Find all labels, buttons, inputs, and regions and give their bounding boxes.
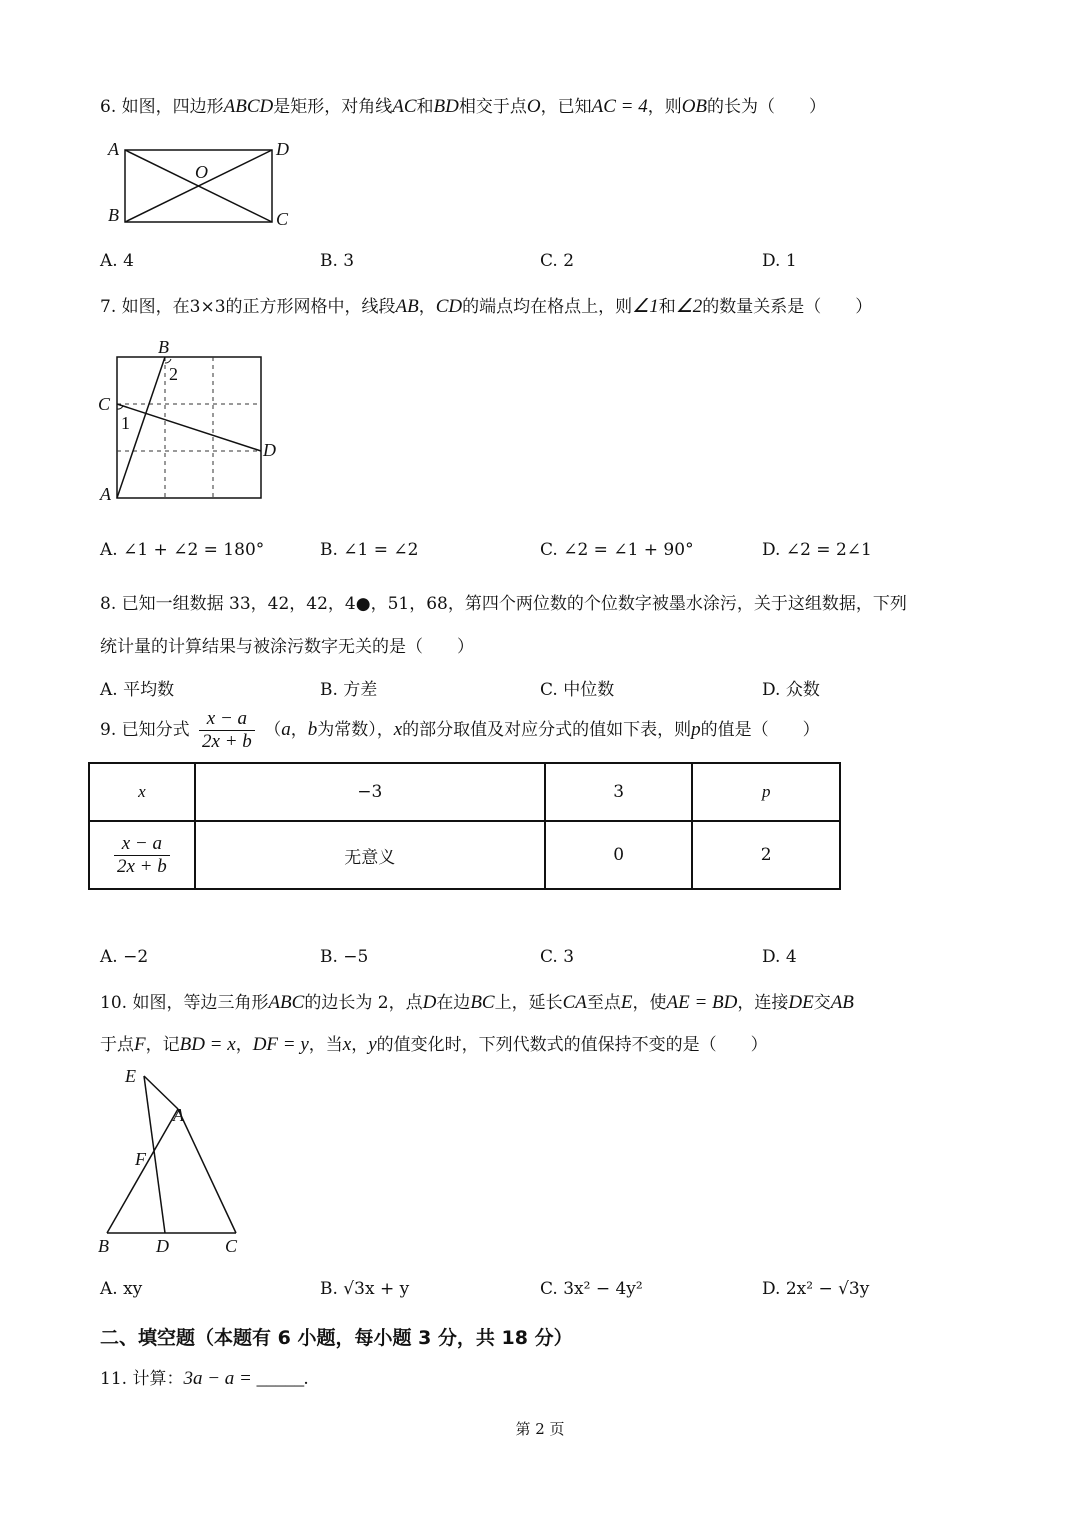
table-cell: 2 (692, 821, 840, 889)
q6-option-b: B. 3 (320, 251, 355, 271)
q7-option-a: A. ∠1 + ∠2 = 180° (100, 540, 265, 560)
q11-stem: 11. 计算：3a − a = _____. (100, 1368, 309, 1389)
q9-option-b: B. −5 (320, 947, 369, 967)
label-F: F (135, 1149, 146, 1169)
q10-stem-line1: 10. 如图，等边三角形ABC的边长为 2，点D在边BC上，延长CA至点E，使AE = BD，连接DE交AB (100, 992, 854, 1013)
q10-option-b: B. √3x + y (320, 1279, 410, 1299)
label-angle-1: 1 (121, 413, 130, 433)
label-A: A (173, 1105, 184, 1125)
label-C: C (225, 1236, 238, 1256)
q6-option-d: D. 1 (762, 251, 797, 271)
label-B: B (158, 337, 169, 357)
table-cell: $\frac{x - a}{2x + b}$ (89, 821, 195, 889)
table-cell: 无意义 (195, 821, 545, 889)
label-A: A (100, 484, 111, 504)
table-row (89, 763, 840, 821)
q7-option-c: C. ∠2 = ∠1 + 90° (540, 540, 694, 560)
q7-option-d: D. ∠2 = 2∠1 (762, 540, 872, 560)
table-cell: 3 (545, 763, 693, 821)
q9-stem: 9. 已知分式 $\frac{x - a}{2x + b}$ （a，b为常数），x的部分取值及对应分式的值如下表，则p的值是（ ） (100, 708, 820, 752)
q6-option-a: A. 4 (100, 251, 134, 271)
table-cell: −3 (195, 763, 545, 821)
q8-option-b: B. 方差 (320, 680, 378, 700)
label-D: D (263, 440, 276, 460)
q7-grid-figure (95, 335, 285, 510)
label-angle-2: 2 (169, 364, 178, 384)
q10-option-d: D. 2x² − √3y (762, 1279, 870, 1299)
label-C: C (276, 209, 289, 229)
q10-triangle-figure (95, 1062, 265, 1257)
label-D: D (156, 1236, 169, 1256)
q8-stem-line1: 8. 已知一组数据 33，42，42，4●，51，68，第四个两位数的个位数字被墨水涂污，关于这组数据，下列 (100, 594, 907, 614)
page-number: 第 2 页 (515, 1420, 565, 1438)
q6-option-c: C. 2 (540, 251, 575, 271)
q8-option-c: C. 中位数 (540, 680, 615, 700)
q9-option-d: D. 4 (762, 947, 797, 967)
q8-option-d: D. 众数 (762, 680, 820, 700)
q9-option-a: A. −2 (100, 947, 149, 967)
label-C: C (98, 394, 111, 414)
table-cell: p (692, 763, 840, 821)
table-cell: x (89, 763, 195, 821)
q8-stem-line2: 统计量的计算结果与被涂污数字无关的是（ ） (100, 637, 474, 657)
q9-option-c: C. 3 (540, 947, 575, 967)
q7-stem: 7. 如图，在3×3的正方形网格中，线段AB，CD的端点均在格点上，则∠1和∠2的数量关系是（ ） (100, 296, 873, 317)
q7-option-b: B. ∠1 = ∠2 (320, 540, 419, 560)
label-O: O (195, 162, 208, 182)
q10-stem-line2: 于点F，记BD = x，DF = y，当x，y的值变化时，下列代数式的值保持不变的是（ ） (100, 1034, 768, 1055)
table-row (89, 821, 840, 889)
q10-option-c: C. 3x² − 4y² (540, 1279, 643, 1299)
label-B: B (98, 1236, 109, 1256)
section-heading-fill-in: 二、填空题（本题有 6 小题，每小题 3 分，共 18 分） (100, 1327, 573, 1349)
label-D: D (276, 139, 289, 159)
q6-stem: 6. 如图，四边形ABCD是矩形，对角线AC和BD相交于点O，已知AC = 4，则OB的长为（ ） (100, 96, 827, 117)
q9-fraction: $\frac{x - a}{2x + b}$ (199, 708, 255, 753)
q8-option-a: A. 平均数 (100, 680, 175, 700)
label-E: E (125, 1066, 136, 1086)
label-B: B (108, 205, 119, 225)
q9-value-table (88, 762, 841, 890)
q10-option-a: A. xy (100, 1279, 143, 1299)
table-cell: 0 (545, 821, 693, 889)
q6-rectangle-figure (100, 135, 300, 235)
label-A: A (108, 139, 119, 159)
